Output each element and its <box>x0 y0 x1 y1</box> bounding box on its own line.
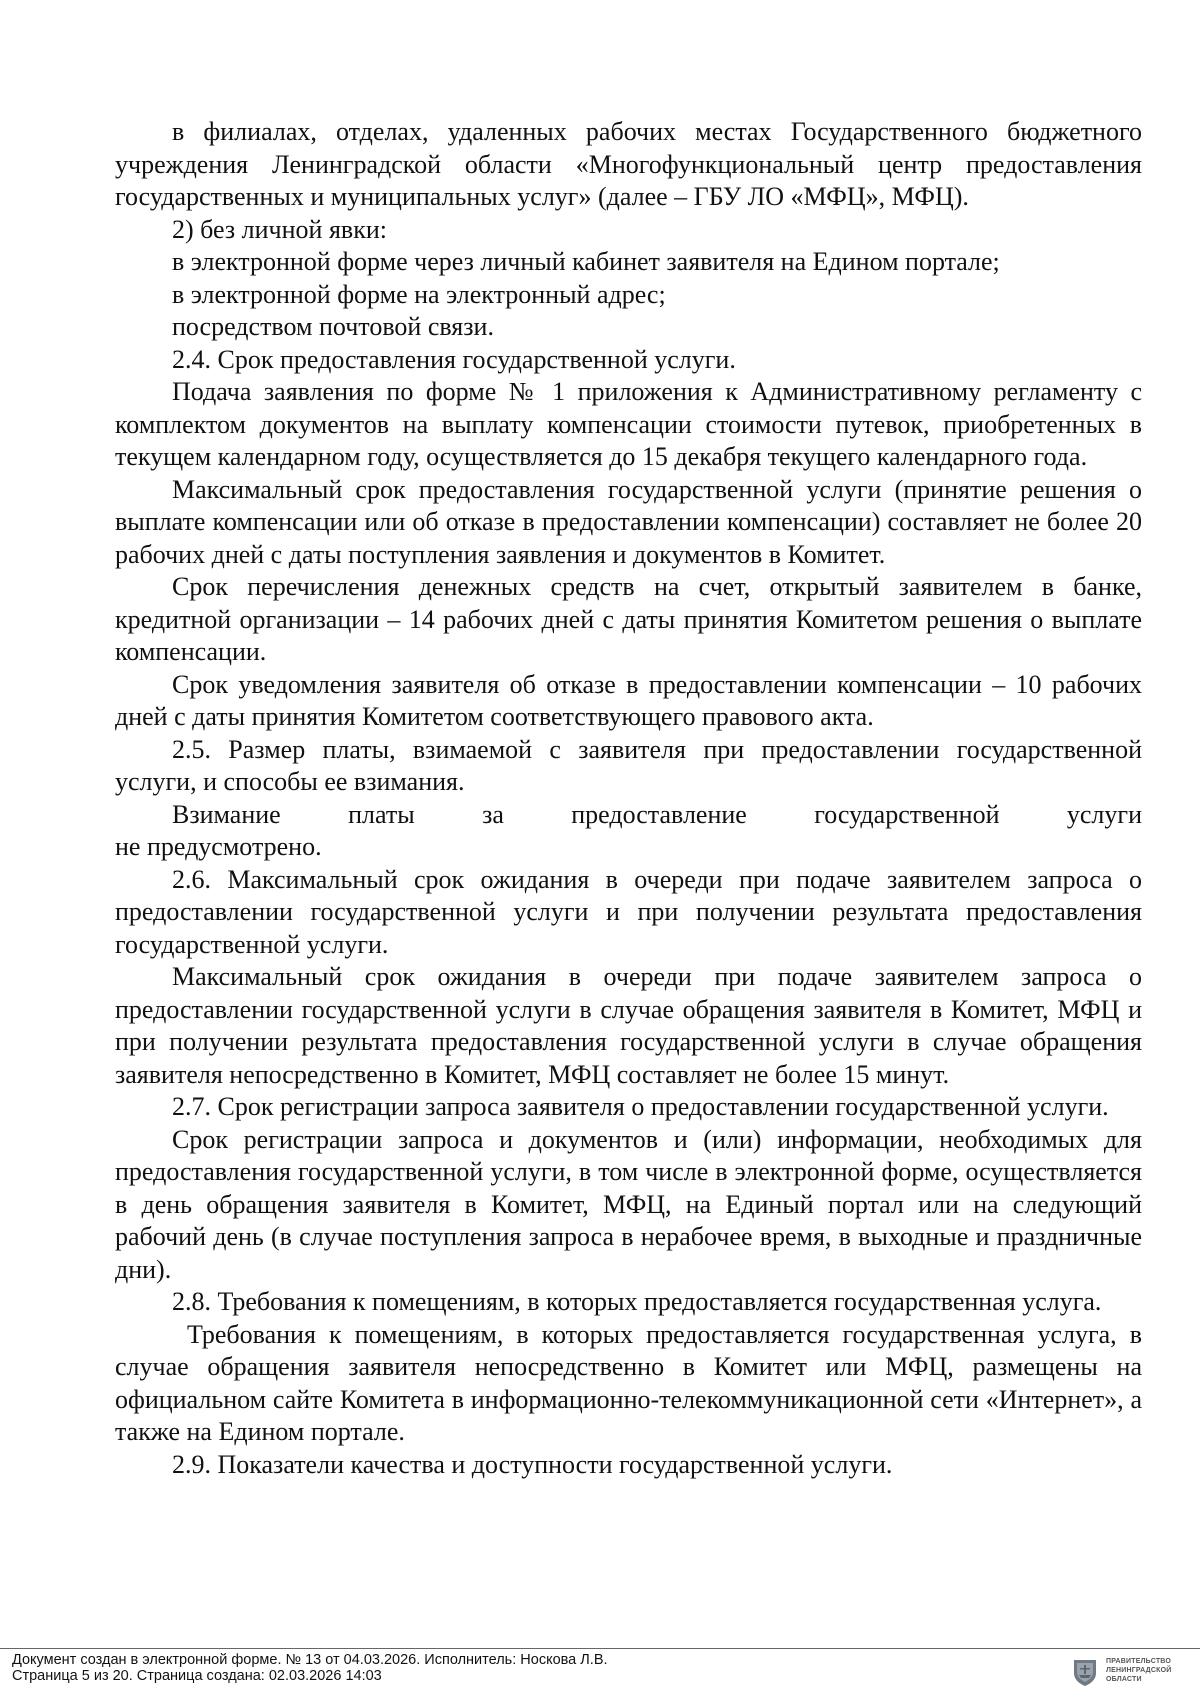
paragraph-5: посредством почтовой связи. <box>172 312 494 341</box>
paragraph-18: Требования к помещениям, в которых предоставляется государственная услуга, в случае обращения заявителя непосредственно в Комитет или МФЦ, размещены на официальном сайте Комитета в информационно-телекоммуникационной сети «Интернет», а также на Едином портале. <box>115 1319 1142 1446</box>
section-heading-2-9: 2.9. Показатели качества и доступности государственной услуги. <box>172 1449 893 1479</box>
paragraph-8: Максимальный срок предоставления государственной услуги (принятие решения о выплате компенсации или об отказе в предоставлении компенсации) составляет не более 20 рабочих дней с даты поступления заявления и документов в Комитет. <box>115 474 1142 569</box>
footer-info <box>12 1652 608 1684</box>
paragraph-4: в электронной форме на электронный адрес; <box>172 279 666 309</box>
footer-document-info: Документ создан в электронной форме. № 13 от 04.03.2026. Исполнитель: Носкова Л.В. <box>12 1652 608 1668</box>
coat-of-arms-icon <box>1070 1657 1100 1687</box>
section-heading-2-6: 2.6. Максимальный срок ожидания в очереди при подаче заявителем запроса о предоставлении государственной услуги и при получении результата предоставления государственной услуги. <box>115 864 1142 959</box>
paragraph-3: в электронной форме через личный кабинет заявителя на Едином портале; <box>172 247 1000 276</box>
footer-divider <box>0 1648 1200 1649</box>
paragraph-7: Подача заявления по форме № 1 приложения к Административному регламенту с комплектом документов на выплату компенсации стоимости путевок, приобретенных в текущем календарном году, осуществляется до 15 декабря текущего календарного года. <box>115 377 1142 471</box>
section-heading-2-4: 2.4. Срок предоставления государственной услуги. <box>172 344 736 374</box>
paragraph-9: Срок перечисления денежных средств на счет, открытый заявителем в банке, кредитной организации – 14 рабочих дней с даты принятия Комитетом решения о выплате компенсации. <box>115 572 1142 666</box>
section-heading-2-8: 2.8. Требования к помещениям, в которых предоставляется государственная услуга. <box>172 1287 1102 1316</box>
paragraph-2: 2) без личной явки: <box>172 214 387 244</box>
government-logo <box>1070 1655 1194 1689</box>
logo-text-line-1: ПРАВИТЕЛЬСТВО <box>1106 1658 1172 1665</box>
paragraph-16: Срок регистрации запроса и документов и (или) информации, необходимых для предоставления государственной услуги, в том числе в электронной форме, осуществляется в день обращения заявителя в Комитет, МФЦ, на Единый портал или на следующий рабочий день (в случае поступления запроса в нерабочее время, в выходные и праздничные дни). <box>115 1124 1142 1284</box>
logo-text-line-3: ОБЛАСТИ <box>1106 1676 1142 1683</box>
paragraph-12a: Взимание платы за предоставление государственной услуги <box>172 799 1142 829</box>
paragraph-10: Срок уведомления заявителя об отказе в предоставлении компенсации – 10 рабочих дней с даты принятия Комитетом соответствующего правового акта. <box>115 669 1142 731</box>
section-heading-2-7: 2.7. Срок регистрации запроса заявителя о предоставлении государственной услуги. <box>172 1092 1109 1121</box>
section-heading-2-5: 2.5. Размер платы, взимаемой с заявителя при предоставлении государственной услуги, и способы ее взимания. <box>115 734 1142 796</box>
paragraph-14: Максимальный срок ожидания в очереди при подаче заявителем запроса о предоставлении государственной услуги в случае обращения заявителя в Комитет, МФЦ и при получении результата предоставления государственной услуги в случае обращения заявителя непосредственно в Комитет, МФЦ составляет не более 15 минут. <box>115 962 1142 1089</box>
footer-page-info: Страница 5 из 20. Страница создана: 02.03.2026 14:03 <box>12 1668 382 1684</box>
document-body <box>115 116 1142 1481</box>
paragraph-12b: не предусмотрено. <box>115 832 322 861</box>
logo-caption <box>1106 1657 1196 1684</box>
paragraph-1: в филиалах, отделах, удаленных рабочих местах Государственного бюджетного учреждения Ленинградской области «Многофункциональный центр предоставления государственных и муниципальных услуг» (далее – ГБУ ЛО «МФЦ», МФЦ). <box>115 117 1142 211</box>
logo-text-line-2: ЛЕНИНГРАДСКОЙ <box>1106 1667 1172 1674</box>
